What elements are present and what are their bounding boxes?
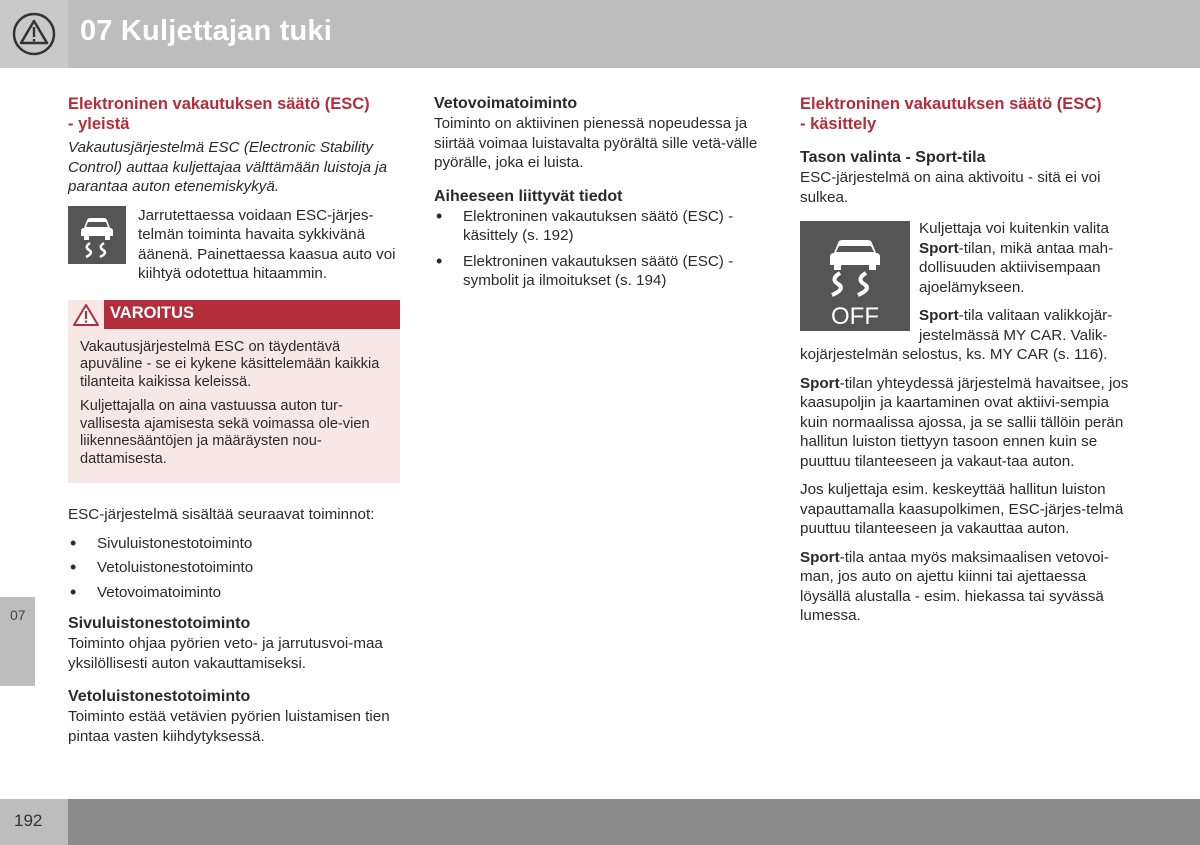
- chapter-tab: [0, 597, 35, 686]
- header-icon-box: [0, 0, 68, 68]
- off-label: OFF: [831, 303, 879, 330]
- esc-general-heading-line1: Elektroninen vakautuksen säätö (ESC): [68, 95, 370, 113]
- column-2: [434, 94, 766, 303]
- esc-icon-text: Jarrutettaessa voidaan ESC-järjes-telmän toiminta havaita sykkivänä äänenä. Painettaessa kaasua auto voi kiihtyä odotettua hitaammin.: [138, 206, 396, 282]
- sport-label: Sport: [919, 307, 959, 324]
- section-text: Toiminto ohjaa pyörien veto- ja jarrutusvoi-maa yksilöllisesti auton vakauttamiseksi.: [68, 635, 383, 672]
- esc-handling-heading-line2: - käsittely: [800, 115, 877, 133]
- section-heading: Sivuluistonestotoiminto: [68, 615, 251, 632]
- warning-box-header: [68, 300, 400, 329]
- list-item: • Sivuluistonestotoiminto: [68, 534, 400, 554]
- chapter-tab-label: 07: [10, 607, 26, 623]
- sport-label: Sport: [800, 374, 840, 392]
- text-span: -tilan yhteydessä järjestelmä havaitsee, jos kaasupoljin ja kaartaminen ovat aktiivi-sempia kuin normaalissa ajossa, ja se sallii tällöin perän hallitun luiston tiettyyn tasoon ennen kuin se puuttuu tilanteeseen ja vakaut-taa auton.: [800, 374, 1129, 470]
- warning-icon-box: [68, 300, 104, 329]
- warning-paragraph-2: Kuljettajalla on aina vastuussa auton tur-vallisesta ajamisesta sekä voimassa ole-vien liikennesääntöjen ja määräysten nou-dattamisesta.: [80, 398, 370, 467]
- esc-handling-heading: [800, 94, 1132, 134]
- sport-label: Sport: [919, 239, 959, 257]
- page-title: 07 Kuljettajan tuki: [80, 15, 332, 47]
- related-info-heading: Aiheeseen liittyvät tiedot: [434, 187, 623, 205]
- esc-general-heading: [68, 94, 400, 134]
- text-span: -tila valitaan valikkojär-jestelmässä MY CAR. Valik-kojärjestelmän selostus, ks. MY CAR (s. 116).: [800, 307, 1113, 363]
- warning-paragraph-1: Vakautusjärjestelmä ESC on täydentävä apuväline - se ei kykene käsittelemään kaikkia tilanteita kaikissa keleissä.: [80, 338, 380, 390]
- warning-box-body: [68, 329, 400, 484]
- function-list-intro: ESC-järjestelmä sisältää seuraavat toiminnot:: [68, 506, 375, 523]
- related-info-list: [434, 207, 766, 291]
- page-number: 192: [14, 811, 43, 830]
- esc-icon-row: [68, 206, 400, 284]
- text-span: -tila antaa myös maksimaalisen vetovoi-man, jos auto on ajettu kiinni tai ajettaessa löysällä alustalla - esim. hiekassa tai syvässä lumessa.: [800, 548, 1109, 624]
- list-item: • Vetoluistonestotoiminto: [68, 558, 400, 578]
- page-number-box: [0, 799, 68, 845]
- section-heading: Vetovoimatoiminto: [434, 95, 578, 112]
- sport-paragraph-3: [800, 374, 1132, 472]
- sport-paragraph-5: [800, 548, 1132, 626]
- sport-block: [800, 219, 1132, 365]
- section-heading: Tason valinta - Sport-tila: [800, 149, 986, 166]
- page-header: [0, 0, 1200, 68]
- warning-triangle-icon: [12, 12, 56, 56]
- esc-intro: Vakautusjärjestelmä ESC (Electronic Stability Control) auttaa kuljettajaa välttämään luistoja ja parantaa auton etenemiskykyä.: [68, 139, 388, 195]
- section-text: ESC-järjestelmä on aina aktivoitu - sitä ei voi sulkea.: [800, 169, 1101, 206]
- esc-skid-car-icon: [68, 206, 126, 284]
- column-1: [68, 94, 400, 755]
- section-text: Toiminto estää vetävien pyörien luistamisen tien pintaa vasten kiihdytyksessä.: [68, 708, 390, 745]
- sport-paragraph-4: Jos kuljettaja esim. keskeyttää hallitun luiston vapauttamalla kaasupolkimen, ESC-järjes-telmä puuttuu tilanteeseen ja vakauttaa auton.: [800, 481, 1124, 537]
- warning-title: VAROITUS: [110, 303, 195, 322]
- section-text: Toiminto on aktiivinen pienessä nopeudessa ja siirtää voimaa luistavalta pyörältä sille vetä-välle pyörälle, joka ei luista.: [434, 115, 758, 171]
- section-heading: Vetoluistonestotoiminto: [68, 688, 251, 705]
- esc-off-icon: [800, 221, 910, 337]
- list-item: • Vetovoimatoiminto: [68, 583, 400, 603]
- esc-general-heading-line2: - yleistä: [68, 115, 130, 133]
- related-link[interactable]: • Elektroninen vakautuksen säätö (ESC) - symbolit ja ilmoitukset (s. 194): [434, 252, 766, 291]
- sport-label: Sport: [800, 548, 840, 566]
- text-span: -tilan, mikä antaa mah-dollisuuden aktiivisempaan ajoelämykseen.: [919, 239, 1114, 296]
- related-link[interactable]: • Elektroninen vakautuksen säätö (ESC) - käsittely (s. 192): [434, 207, 766, 246]
- function-list: [68, 534, 400, 603]
- column-3: [800, 94, 1132, 635]
- warning-triangle-icon: [72, 303, 100, 327]
- text-span: Kuljettaja voi kuitenkin valita: [919, 220, 1109, 237]
- page-footer: [0, 799, 1200, 845]
- esc-handling-heading-line1: Elektroninen vakautuksen säätö (ESC): [800, 95, 1102, 113]
